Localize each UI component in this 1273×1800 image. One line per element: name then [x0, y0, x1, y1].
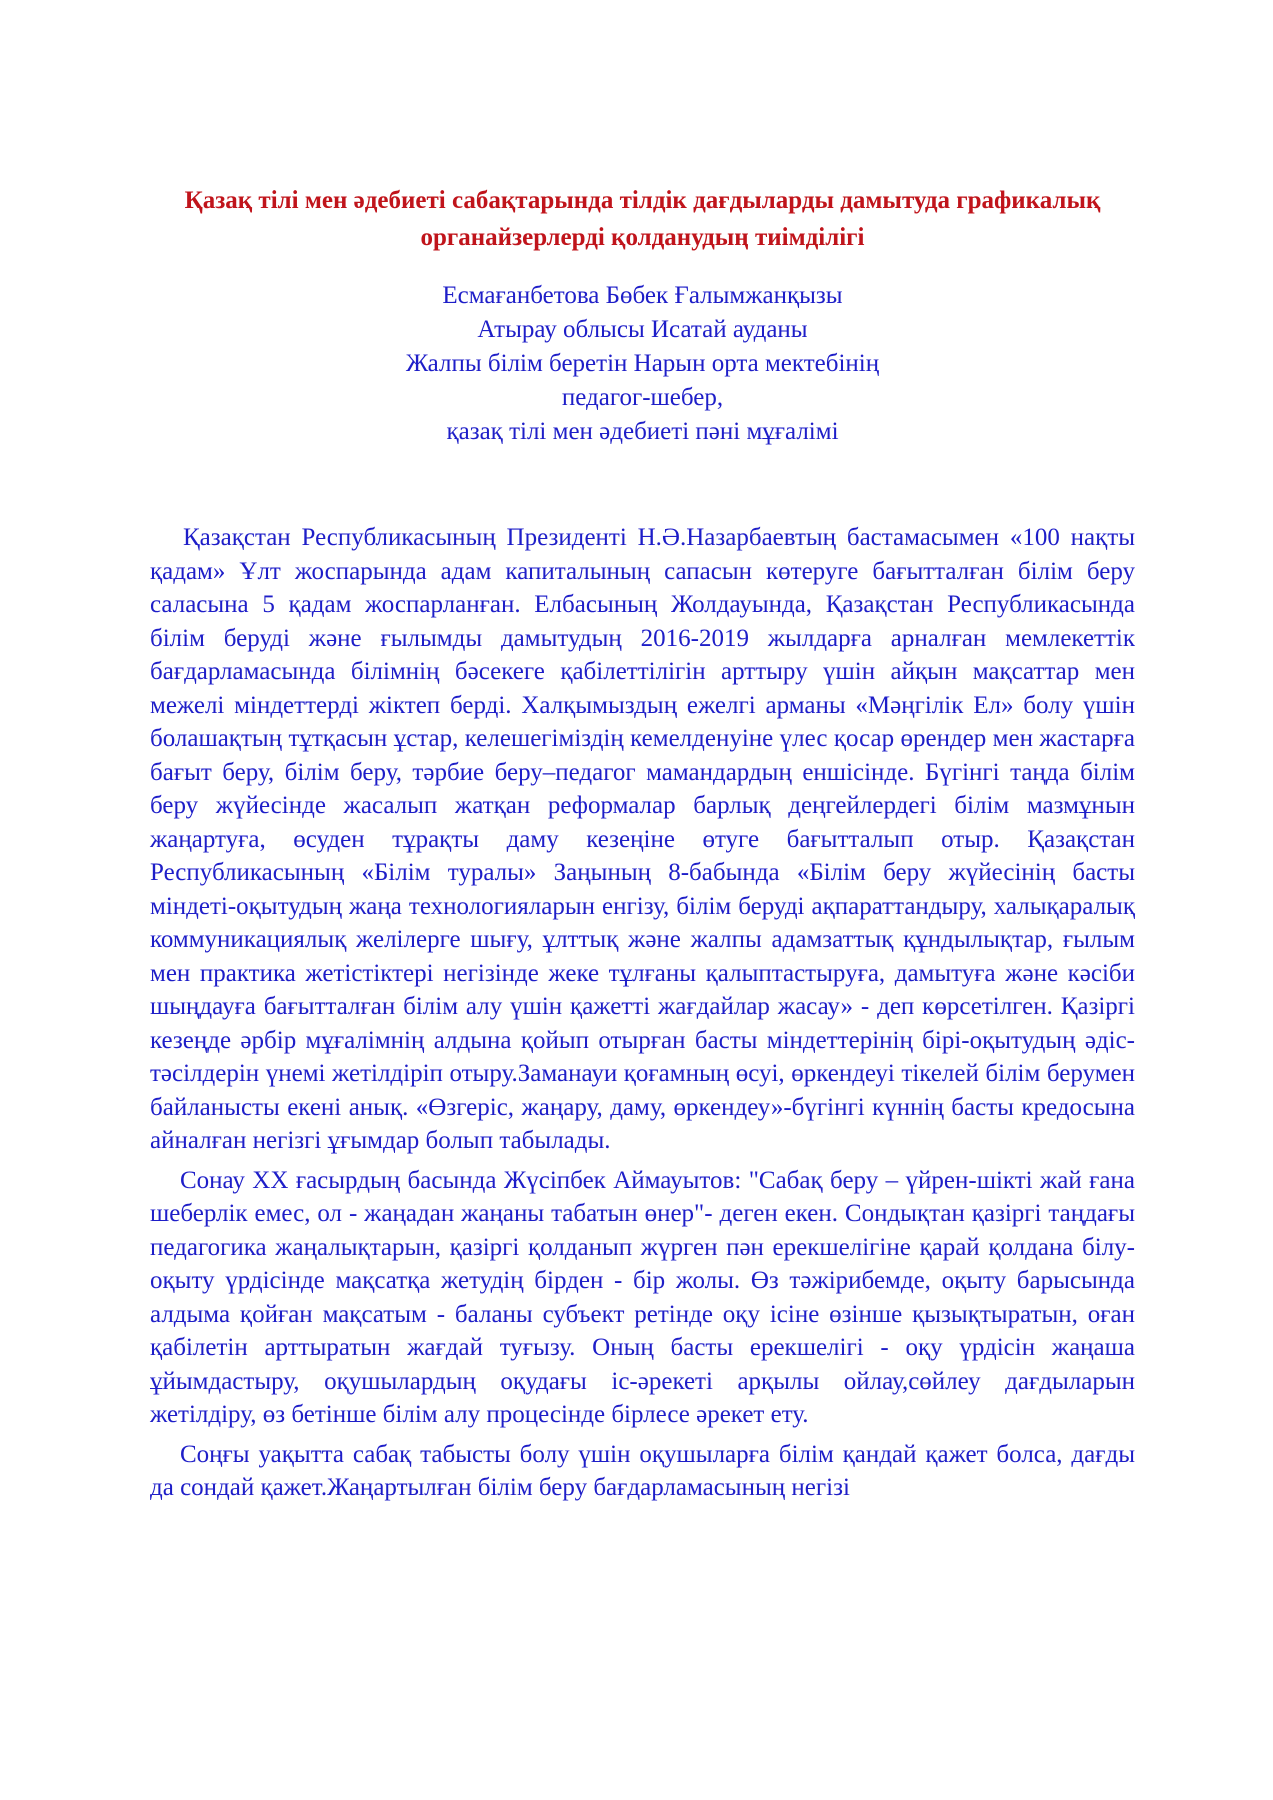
- author-school: Жалпы білім беретін Нарын орта мектебінің: [405, 350, 880, 377]
- author-info: [150, 279, 1135, 449]
- author-name: Есмағанбетова Бөбек Ғалымжанқызы: [442, 282, 843, 309]
- paragraph: Сонау ХХ ғасырдың басында Жүсіпбек Аймауытов: "Сабақ беру – үйрен-шікті жай ғана шеберлік емес, ол - жаңадан жаңаны табатын өнер"- деген екен. Сондықтан қазіргі таңдағы педагогика жаңалықтарын, қазіргі қолданып жүрген пән ерекшелігіне қарай қолдана білу- оқыту үрдісінде мақсатқа жетудің бірден - бір жолы. Өз тәжірибемде, оқыту барысында алдыма қойған мақсатым - баланы субъект ретінде оқу ісіне өзінше қызықтыратын, оған қабілетін арттыратын жағдай туғызу. Оның басты ерекшелігі - оқу үрдісін жаңаша ұйымдастыру, оқушылардың оқудағы іс-әрекеті арқылы ойлау,сөйлеу дағдыларын жетілдіру, өз бетінше білім алу процесінде бірлесе әрекет ету.: [150, 1166, 1135, 1428]
- author-rank: педагог-шебер,: [561, 384, 724, 411]
- article-body: [150, 521, 1135, 1505]
- paragraph: Қазақстан Республикасының Президенті Н.Ә.Назарбаевтың бастамасымен «100 нақты қадам» Ұлт жоспарында адам капиталының сапасын көтеруге бағытталған білім беру саласына 5 қадам жоспарланған. Елбасының Жолдауында, Қазақстан Республикасында білім беруді және ғылымды дамытудың 2016-2019 жылдарға арналған мемлекеттік бағдарламасында білімнің бәсекеге қабілеттілігін арттыру үшін айқын мақсаттар мен межелі міндеттерді жіктеп берді. Халқымыздың ежелгі арманы «Мәңгілік Ел» болу үшін болашақтың тұтқасын ұстар, келешегіміздің кемелденуіне үлес қосар өрендер мен жастарға бағыт беру, білім беру, тәрбие беру–педагог мамандардың еншісінде. Бүгінгі таңда білім беру жүйесінде жасалып жатқан реформалар барлық деңгейлердегі білім мазмұнын жаңартуға, өсуден тұрақты даму кезеңіне өтуге бағытталып отыр. Қазақстан Республикасының «Білім туралы» Заңының 8-бабында «Білім беру жүйесінің басты міндеті-оқытудың жаңа технологияларын енгізу, білім беруді ақпараттандыру, халықаралық коммуникациялық желілерге шығу, ұлттық және жалпы адамзаттық құндылықтар, ғылым мен практика жетістіктері негізінде жеке тұлғаны қалыптастыруға, дамытуға және кәсіби шыңдауға бағытталған білім алу үшін қажетті жағдайлар жасау» - деп көрсетілген. Қазіргі кезеңде әрбір мұғалімнің алдына қойып отырған басты міндеттерінің бірі-оқытудың әдіс-тәсілдерін үнемі жетілдіріп отыру.Заманауи қоғамның өсуі, өркендеуі тікелей білім берумен байланысты екені анық. «Өзгеріс, жаңару, даму, өркендеу»-бүгінгі күннің басты кредосына айналған негізгі ұғымдар болып табылады.: [150, 524, 1135, 1154]
- document-title: Қазақ тілі мен әдебиеті сабақтарында тілдік дағдыларды дамытуда графикалық органайзерлерді қолданудың тиімділігі: [184, 187, 1101, 251]
- author-subject: қазақ тілі мен әдебиеті пәні мұғалімі: [446, 418, 839, 445]
- paragraph: Соңғы уақытта сабақ табысты болу үшін оқушыларға білім қандай қажет болса, дағды да сондай қажет.Жаңартылған білім беру бағдарламасының негізі: [150, 1440, 1135, 1501]
- author-region: Атырау облысы Исатай ауданы: [477, 316, 808, 343]
